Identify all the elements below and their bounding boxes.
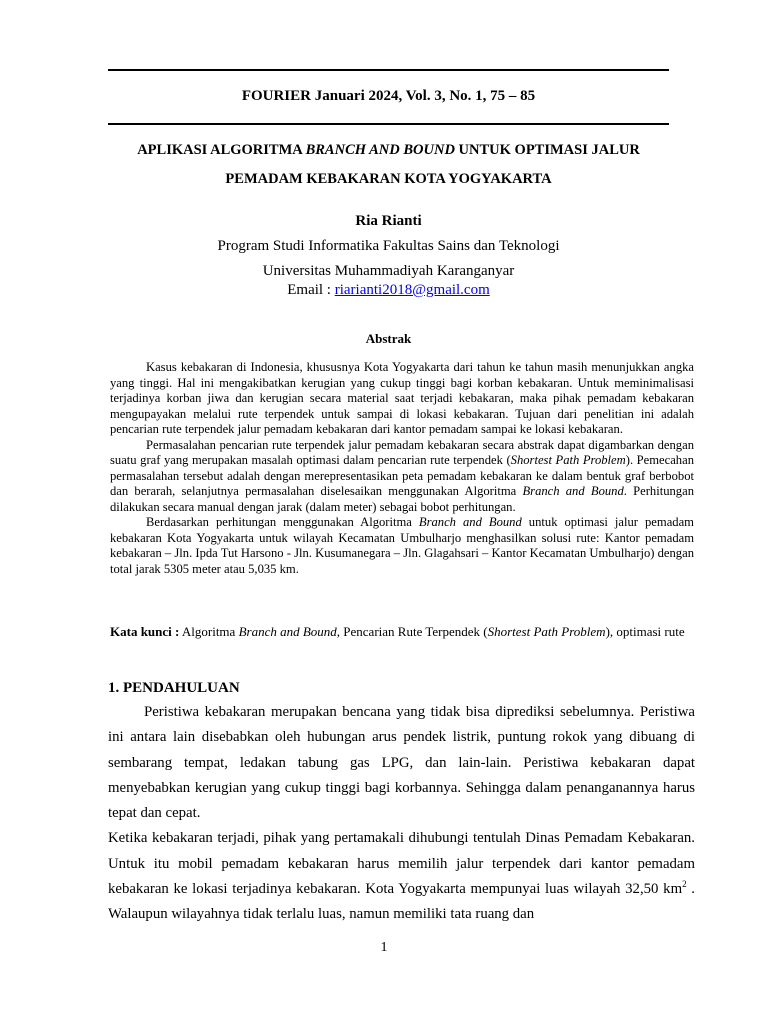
abstract-p2-text-c: . Perhitungan dilakukan secara manual dengan jarak (dalam meter) sebagai bobot perhitungan.	[110, 484, 694, 514]
abstract-body	[110, 360, 694, 577]
title-line-2: PEMADAM KEBAKARAN KOTA YOGYAKARTA	[225, 171, 552, 187]
keywords-text-a: Algoritma	[179, 624, 239, 639]
affiliation-program: Program Studi Informatika Fakultas Sains dan Teknologi	[217, 238, 560, 254]
title-line-1	[108, 136, 669, 165]
section-heading-introduction: 1. PENDAHULUAN	[108, 680, 240, 696]
email-link[interactable]: riarianti2018@gmail.com	[334, 282, 490, 298]
abstract-p2-italic-b: Branch and Bound	[522, 484, 624, 498]
abstract-paragraph-2	[110, 438, 694, 516]
author-name: Ria Rianti	[355, 213, 422, 229]
keywords-italic-b: Shortest Path Problem	[487, 624, 606, 639]
top-rule	[108, 69, 669, 71]
keywords-italic-a: Branch and Bound,	[238, 624, 341, 639]
header-rule	[108, 123, 669, 125]
abstract-p2-italic-a: Shortest Path Problem	[510, 453, 626, 467]
keywords-text-c: ), optimasi rute	[605, 624, 685, 639]
title-text-a: APLIKASI ALGORITMA	[137, 142, 306, 158]
keywords-label: Kata kunci :	[110, 624, 180, 639]
intro-p2-text-a: Ketika kebakaran terjadi, pihak yang pertamakali dihubungi tentulah Dinas Pemadam Kebakaran. Untuk itu mobil pemadam kebakaran harus memilih jalur terpendek dari kantor pemadam kebakaran ke lokasi terjadinya kebakaran. Kota Yogyakarta mempunyai luas wilayah 32,50 km	[108, 830, 695, 898]
abstract-paragraph-1: Kasus kebakaran di Indonesia, khususnya Kota Yogyakarta dari tahun ke tahun masih menunjukkan angka yang tinggi. Hal ini mengakibatkan kerugian yang cukup tinggi bagi korban kebakaran. Untuk meminimalisasi terjadinya korban jiwa dan kerugian secara material saat terjadi kebakaran, maka pihak pemadam kebakaran mengupayakan melalui rute terpendek untuk sampai di lokasi kebakaran. Tujuan dari penelitian ini adalah pencarian rute terpendek jalur pemadam kebakaran dari kantor pemadam sampai ke lokasi kebakaran.	[110, 360, 694, 436]
email-label: Email :	[287, 282, 335, 298]
abstract-paragraph-3	[110, 515, 694, 577]
abstract-heading: Abstrak	[365, 331, 412, 346]
affiliation-university: Universitas Muhammadiyah Karanganyar	[262, 263, 515, 279]
page-number: 1	[380, 940, 388, 955]
introduction-body	[108, 700, 695, 928]
abstract-p3-text-b: untuk optimasi jalur pemadam kebakaran Kota Yogyakarta untuk wilayah Kecamatan Umbulharjo menghasilkan solusi rute: Kantor pemadam kebakaran – Jln. Ipda Tut Harsono - Jln. Kusumanegara – Jln. Glagahsari – Kantor Kecamatan Umbulharjo) dengan total jarak 5305 meter atau 5,035 km.	[110, 515, 694, 576]
abstract-p2-text-b: ). Pemecahan permasalahan tersebut adalah dengan merepresentasikan peta pemadam kebakaran ke dalam bentuk graf berbobot dan berarah, selanjutnya permasalahan diselesaikan menggunakan Algoritma	[110, 453, 694, 498]
intro-paragraph-2	[108, 826, 695, 927]
abstract-p2-text-a: Permasalahan pencarian rute terpendek jalur pemadam kebakaran secara abstrak dapat digambarkan dengan suatu graf yang merupakan masalah optimasi dalam pencarian rute terpendek (	[110, 437, 694, 467]
author-email	[108, 282, 669, 299]
journal-header: FOURIER Januari 2024, Vol. 3, No. 1, 75 – 85	[241, 88, 536, 104]
paper-title	[108, 136, 669, 194]
abstract-p3-text-a: Berdasarkan perhitungan menggunakan Algoritma	[146, 515, 419, 529]
abstract-p3-italic: Branch and Bound	[418, 515, 522, 529]
title-text-italic: BRANCH AND BOUND	[305, 142, 455, 158]
intro-p2-text-b: . Walaupun wilayahnya tidak terlalu luas, namun memiliki tata ruang dan	[108, 881, 695, 923]
title-text-b: UNTUK OPTIMASI JALUR	[454, 142, 640, 158]
keywords-text-b: Pencarian Rute Terpendek (	[340, 624, 488, 639]
superscript-2: 2	[682, 879, 687, 890]
keywords	[110, 624, 694, 640]
intro-paragraph-1: Peristiwa kebakaran merupakan bencana yang tidak bisa diprediksi sebelumnya. Peristiwa ini antara lain disebabkan oleh hubungan arus pendek listrik, puntung rokok yang dibuang di sembarang tempat, ledakan tabung gas LPG, dan lain-lain. Peristiwa kebakaran dapat menyebabkan kerugian yang cukup tinggi bagi korbannya. Sehingga dalam penanganannya harus tepat dan cepat.	[108, 704, 695, 822]
